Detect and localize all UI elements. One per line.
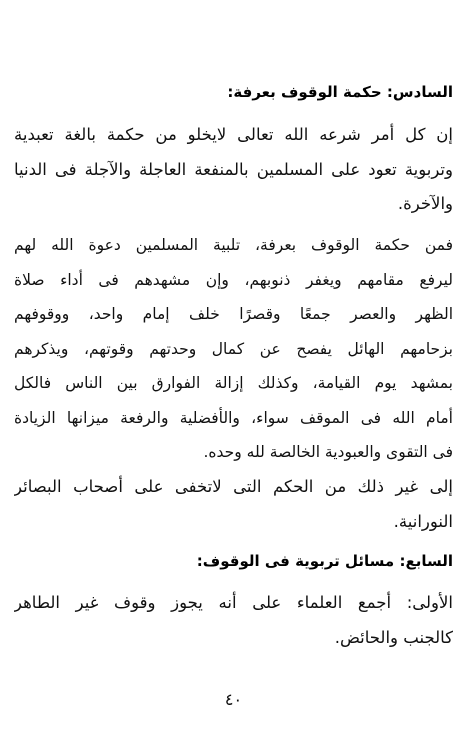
paragraph-other-wisdoms [14,470,453,539]
text-line: النورانية. [393,511,453,531]
text-line: وتربوية تعود على المسلمين بالمنفعة العاجلة والآجلة فى الدنيا [14,159,453,179]
page-number: ٤٠ [224,690,243,709]
section-heading-six: السادس: حكمة الوقوف بعرفة: [227,83,453,101]
paragraph-wisdom-arafah [14,228,453,470]
paragraph-wisdom-intro [14,118,453,222]
text-line: إن كل أمر شرعه الله تعالى لايخلو من حكمة بالغة تعبدية [14,125,453,144]
text-line: إلى غير ذلك من الحكم التى لاتخفى على أصحاب البصائر [14,477,453,496]
text-line: كالجنب والحائض. [334,627,453,647]
section-heading-seven: السابع: مسائل تربوية فى الوقوف: [196,552,453,570]
text-line: والآخرة. [397,194,453,213]
text-line: فى التقوى والعبودية الخالصة لله وحده. [203,443,453,461]
text-line: الظهر والعصر جمعًا وقصرًا خلف إمام واحد، ووقوفهم [14,305,453,323]
text-line: بزحامهم الهائل يفصح عن كمال وحدتهم وقوتهم، ويذكرهم [14,339,453,358]
text-line: الأولى: أجمع العلماء على أنه يجوز وقوف غير الطاهر [14,593,453,612]
text-line: بمشهد يوم القيامة، وكذلك إزالة الفوارق بين الناس فالكل [14,374,453,392]
text-line: فمن حكمة الوقوف بعرفة، تلبية المسلمين دعوة الله لهم [14,236,453,254]
paragraph-first-issue [14,586,453,655]
text-line: أمام الله فى الموقف سواء، والأفضلية والرفعة ميزانها الزيادة [14,408,453,427]
text-line: ليرفع مقامهم ويغفر ذنوبهم، وإن مشهدهم فى أداء صلاة [14,270,453,289]
